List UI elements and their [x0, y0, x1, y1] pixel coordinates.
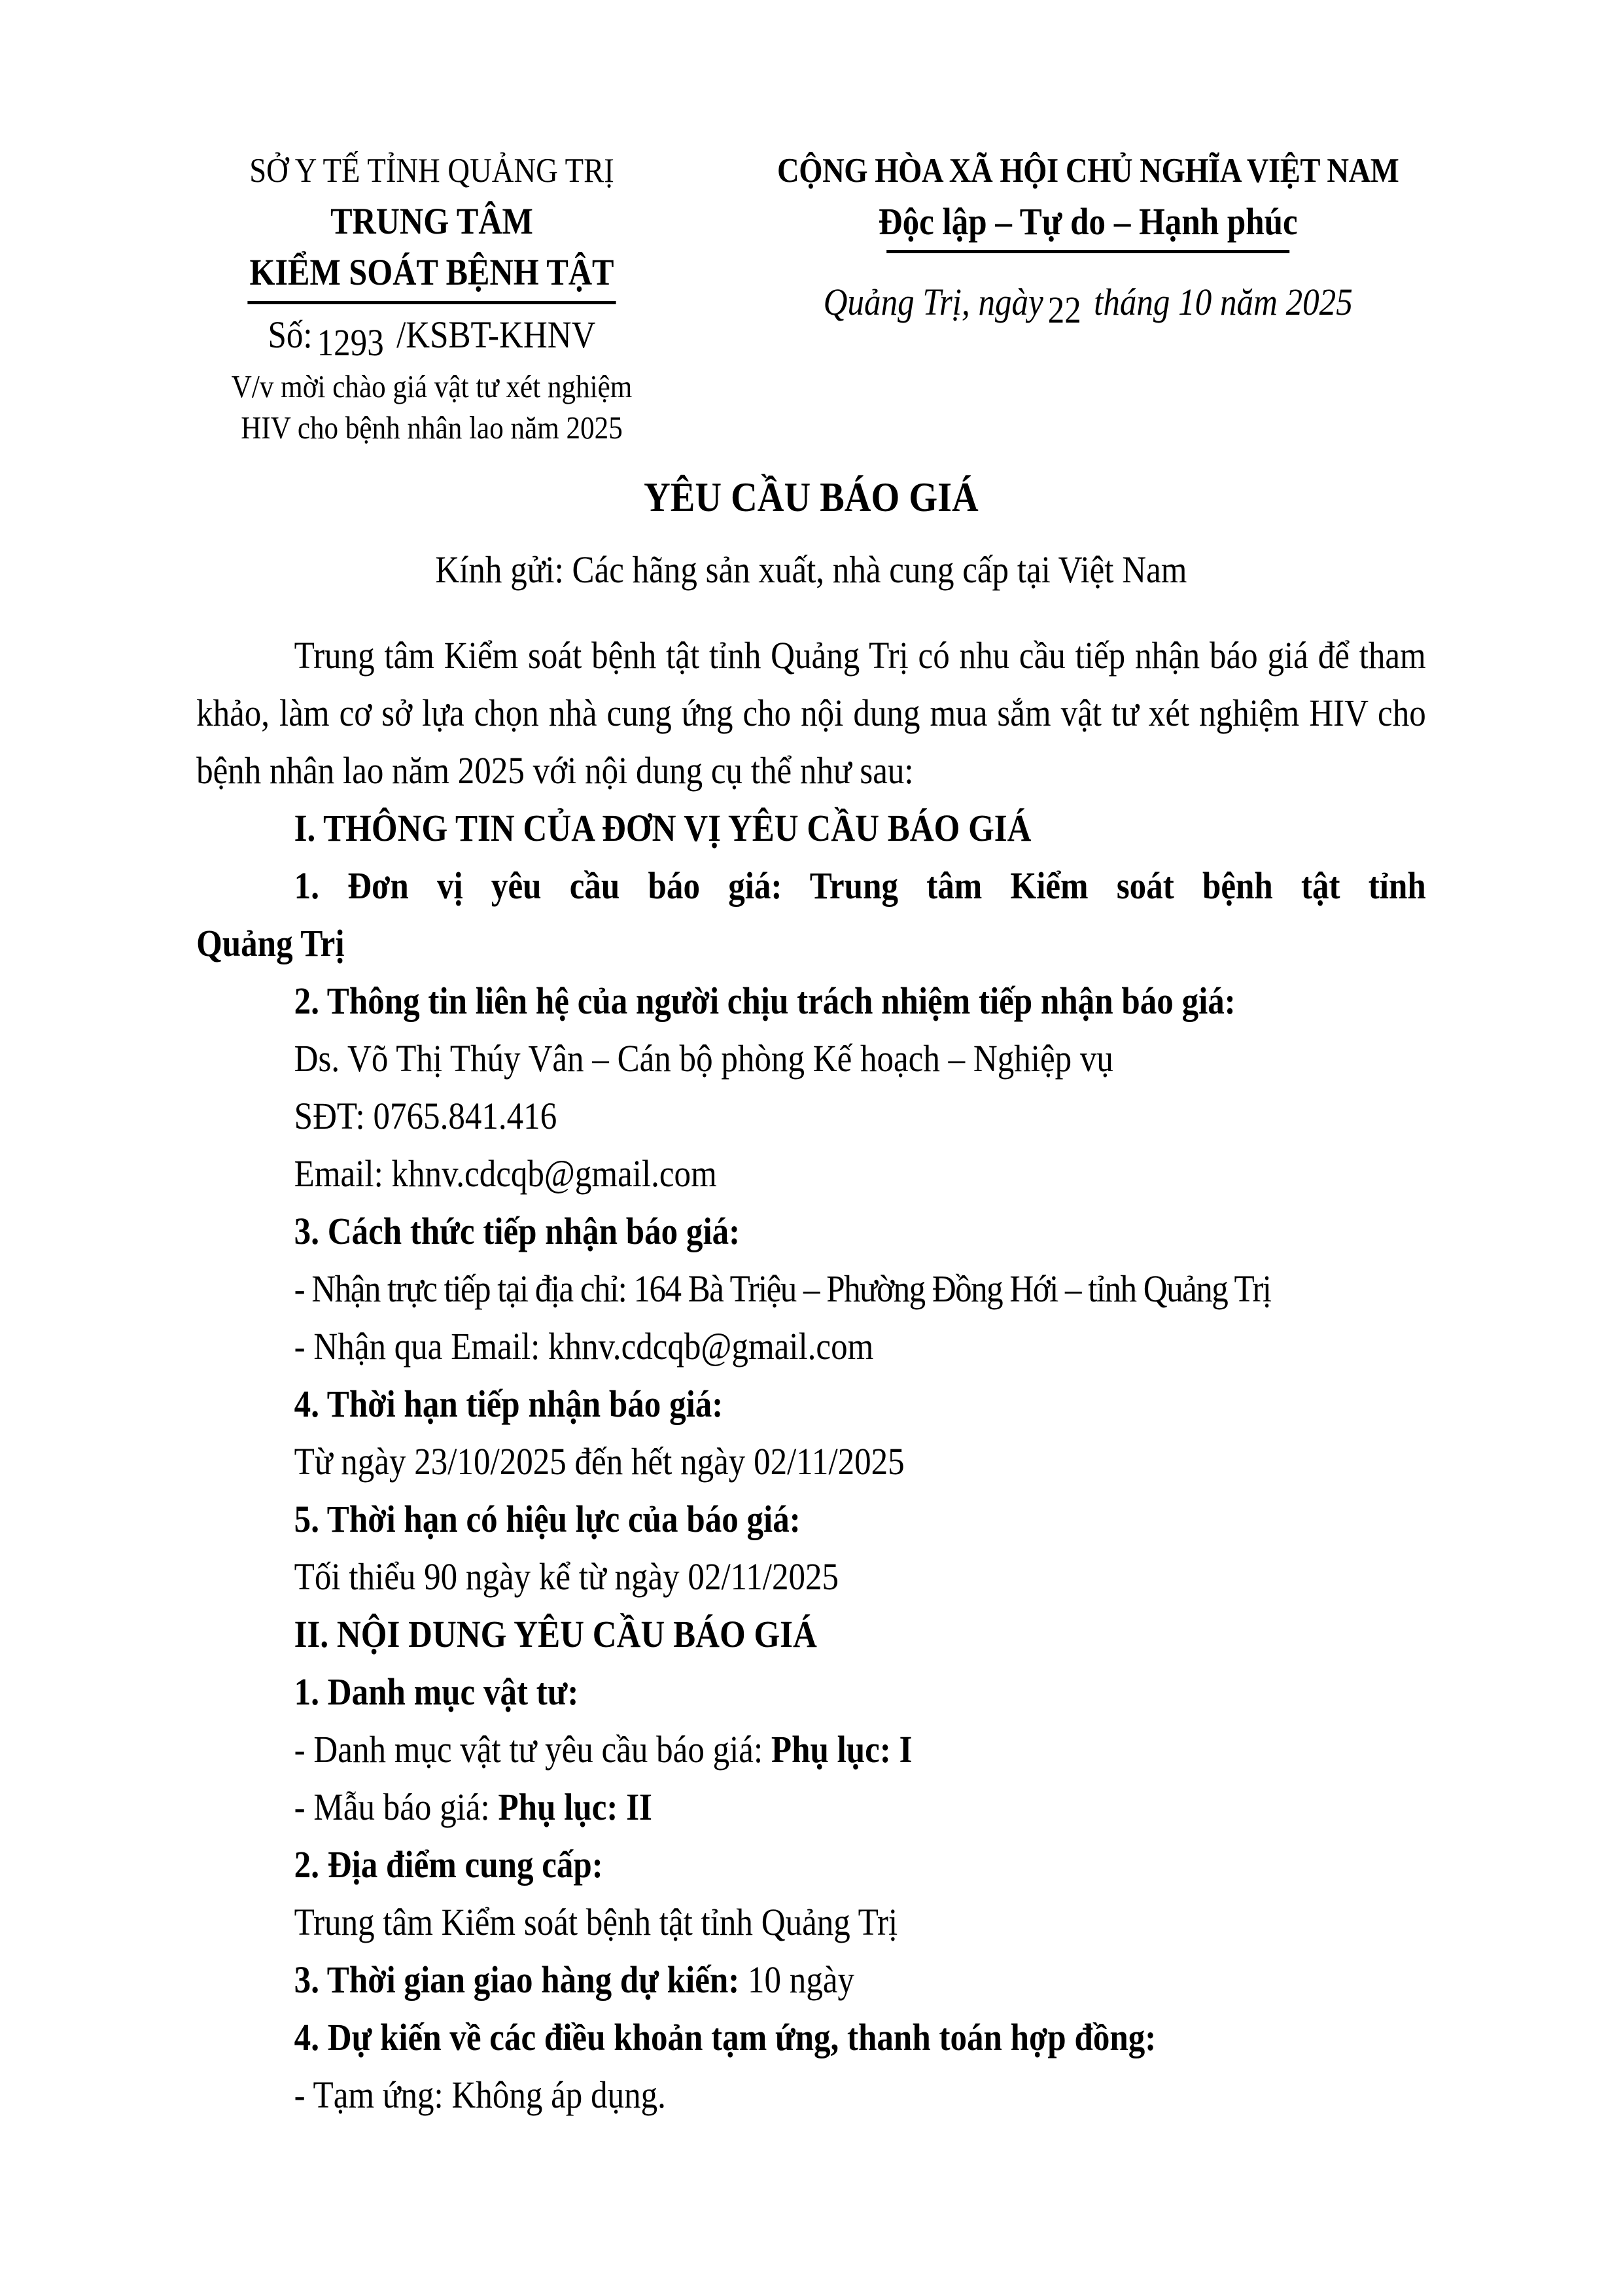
item-i3-cach-thuc — [196, 1203, 1426, 1260]
list-phu-luc-1 — [196, 1721, 1426, 1778]
issuing-org-name-line1: TRUNG TÂM — [330, 201, 533, 242]
dia-diem-value-run-0: Trung tâm Kiểm soát bệnh tật tỉnh Quảng Trị — [294, 1901, 898, 1943]
receive-direct — [196, 1260, 1426, 1318]
item-ii3-thoi-gian-run-1: 10 ngày — [748, 1958, 855, 2001]
national-title: CỘNG HÒA XÃ HỘI CHỦ NGHĨA VIỆT NAM — [777, 152, 1399, 190]
section-i-heading-run-0: I. THÔNG TIN CỦA ĐƠN VỊ YÊU CẦU BÁO GIÁ — [294, 807, 1032, 849]
doc-subject-line2: HIV cho bệnh nhân lao năm 2025 — [241, 410, 623, 446]
issuing-org-block — [213, 145, 651, 448]
list-phu-luc-2 — [196, 1778, 1426, 1836]
salutation: Kính gửi: Các hãng sản xuất, nhà cung cấp tại Việt Nam — [435, 548, 1187, 591]
intro-paragraph — [196, 627, 1426, 800]
issuing-org-name-line2: KIỂM SOÁT BỆNH TẬT — [249, 252, 614, 293]
item-i1-don-vi-line2-run-0: Quảng Trị — [196, 922, 345, 964]
deadline-range — [196, 1433, 1426, 1491]
tam-ung-value — [196, 2066, 1426, 2124]
validity-value-run-0: Tối thiểu 90 ngày kể từ ngày 02/11/2025 — [294, 1555, 839, 1598]
item-i1-don-vi-line1-run-0: 1. Đơn vị yêu cầu báo giá: Trung tâm Kiểm soát bệnh tật tỉnh — [294, 864, 1426, 907]
item-i2-lien-he — [196, 972, 1426, 1030]
deadline-range-run-0: Từ ngày 23/10/2025 đến hết ngày 02/11/2025 — [294, 1440, 905, 1483]
contact-phone-run-0: SĐT: 0765.841.416 — [294, 1095, 557, 1137]
org-underline — [247, 301, 616, 304]
tam-ung-value-run-0: - Tạm ứng: Không áp dụng. — [294, 2074, 666, 2116]
contact-person-run-0: Ds. Võ Thị Thúy Vân – Cán bộ phòng Kế hoạch – Nghiệp vụ — [294, 1037, 1113, 1080]
item-ii2-dia-diem-run-0: 2. Địa điểm cung cấp: — [294, 1843, 603, 1886]
national-header-block — [708, 145, 1468, 331]
item-i1-don-vi-line1 — [196, 857, 1426, 915]
issuing-parent-org: SỞ Y TẾ TỈNH QUẢNG TRỊ — [249, 152, 614, 190]
contact-email-run-0: Email: khnv.cdcqb@gmail.com — [294, 1152, 717, 1195]
item-i5-hieu-luc-run-0: 5. Thời hạn có hiệu lực của báo giá: — [294, 1498, 801, 1540]
contact-phone — [196, 1087, 1426, 1145]
item-ii4-du-kien-run-0: 4. Dự kiến về các điều khoản tạm ứng, thanh toán hợp đồng: — [294, 2016, 1157, 2058]
motto-underline — [886, 250, 1289, 253]
item-i4-thoi-han — [196, 1375, 1426, 1433]
item-i1-don-vi-line2 — [196, 915, 1426, 972]
item-i2-lien-he-run-0: 2. Thông tin liên hệ của người chịu trách nhiệm tiếp nhận báo giá: — [294, 980, 1236, 1022]
document-title: YÊU CẦU BÁO GIÁ — [644, 474, 979, 520]
item-ii4-du-kien — [196, 2009, 1426, 2066]
section-ii-heading-run-0: II. NỘI DUNG YÊU CẦU BÁO GIÁ — [294, 1613, 817, 1655]
section-ii-heading — [196, 1606, 1426, 1663]
item-ii1-danh-muc — [196, 1663, 1426, 1721]
receive-direct-run-0: - Nhận trực tiếp tại địa chỉ: 164 Bà Triệu – Phường Đồng Hới – tỉnh Quảng Trị — [294, 1267, 1271, 1310]
intro-paragraph-run-0: Trung tâm Kiểm soát bệnh tật tỉnh Quảng Trị có nhu cầu tiếp nhận báo giá để tham khảo, làm cơ sở lựa chọn nhà cung ứng cho nội dung mua sắm vật tư xét nghiệm HIV cho bệnh nhân lao năm 2025 với nội dung cụ thể như sau: — [196, 634, 1426, 792]
item-ii3-thoi-gian — [196, 1951, 1426, 2009]
list-phu-luc-2-run-0: - Mẫu báo giá: — [294, 1786, 498, 1828]
item-ii2-dia-diem — [196, 1836, 1426, 1894]
document-body — [196, 627, 1426, 2124]
dia-diem-value — [196, 1894, 1426, 1951]
dateline-suffix: tháng 10 năm 2025 — [1094, 281, 1353, 323]
item-i5-hieu-luc — [196, 1491, 1426, 1548]
item-i4-thoi-han-run-0: 4. Thời hạn tiếp nhận báo giá: — [294, 1383, 724, 1425]
dateline — [708, 277, 1468, 331]
list-phu-luc-2-run-1: Phụ lục: II — [498, 1786, 652, 1828]
list-phu-luc-1-run-1: Phụ lục: I — [771, 1728, 913, 1771]
item-ii3-thoi-gian-run-0: 3. Thời gian giao hàng dự kiến: — [294, 1958, 748, 2001]
doc-number-prefix: Số: — [268, 313, 313, 356]
national-motto: Độc lập – Tự do – Hạnh phúc — [878, 200, 1298, 243]
doc-subject — [213, 366, 651, 448]
doc-number-suffix: /KSBT-KHNV — [396, 313, 596, 356]
list-phu-luc-1-run-0: - Danh mục vật tư yêu cầu báo giá: — [294, 1728, 771, 1771]
doc-subject-line1: V/v mời chào giá vật tư xét nghiệm — [231, 368, 633, 404]
doc-number-value: 1293 — [317, 321, 384, 364]
dateline-day: 22 — [1047, 289, 1081, 331]
item-i3-cach-thuc-run-0: 3. Cách thức tiếp nhận báo giá: — [294, 1210, 741, 1252]
doc-number-line — [213, 309, 651, 364]
receive-email-run-0: - Nhận qua Email: khnv.cdcqb@gmail.com — [294, 1325, 874, 1368]
validity-value — [196, 1548, 1426, 1606]
dateline-prefix: Quảng Trị, ngày — [823, 281, 1043, 323]
item-ii1-danh-muc-run-0: 1. Danh mục vật tư: — [294, 1670, 579, 1713]
section-i-heading — [196, 800, 1426, 857]
receive-email — [196, 1318, 1426, 1375]
contact-person — [196, 1030, 1426, 1087]
contact-email — [196, 1145, 1426, 1203]
